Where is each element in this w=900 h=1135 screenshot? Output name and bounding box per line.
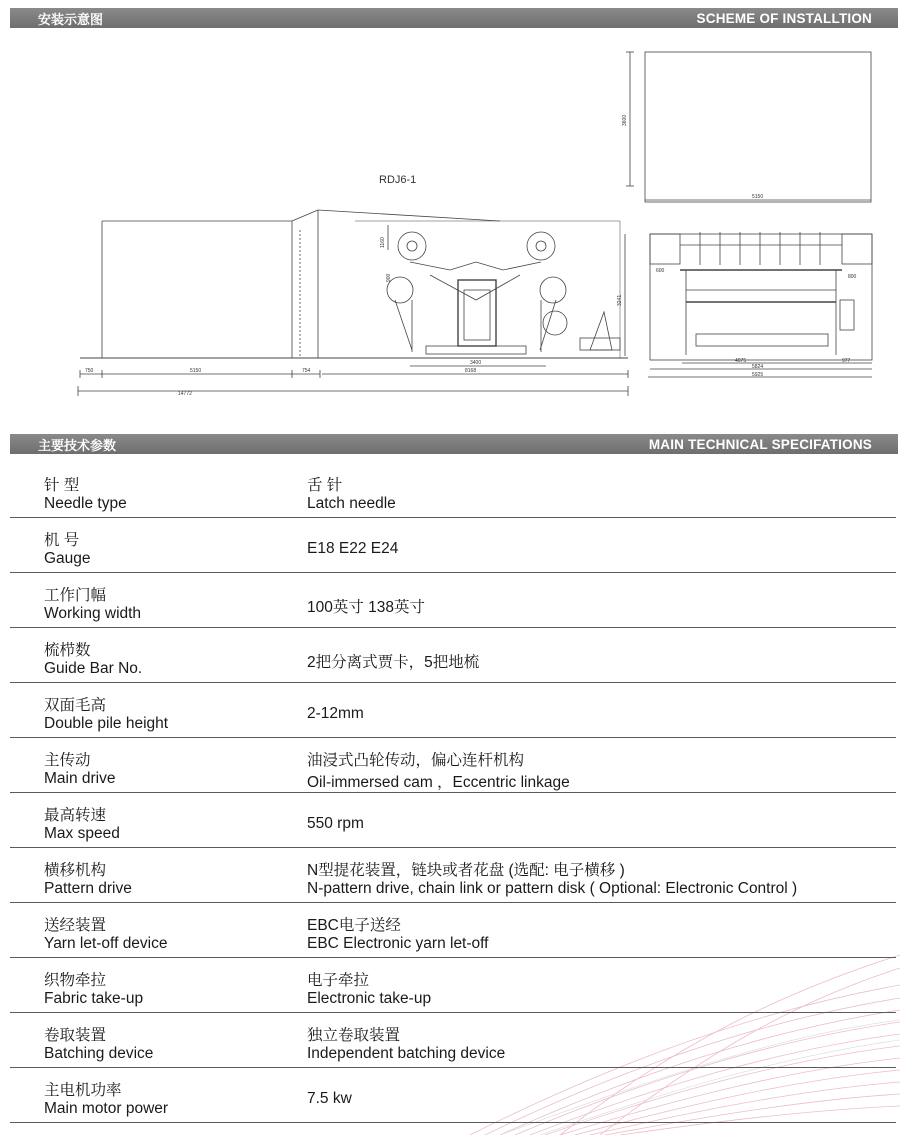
dim-rect-width: 5150	[752, 194, 764, 200]
spec-label-cn: 卷取装置	[44, 1027, 107, 1044]
spec-value-en: Electronic take-up	[307, 990, 432, 1007]
spec-row-main-drive	[10, 738, 896, 793]
spec-row-take-up	[10, 958, 896, 1013]
dim-side-5: 800	[848, 274, 857, 280]
section-title-en: SCHEME OF INSTALLTION	[696, 10, 872, 26]
section-title-en: MAIN TECHNICAL SPECIFATIONS	[648, 436, 872, 452]
spec-label-en: Main motor power	[44, 1100, 169, 1117]
dim-side-1: 4075	[735, 358, 747, 364]
spec-label-en: Batching device	[44, 1045, 154, 1062]
spec-label-cn: 横移机构	[44, 862, 107, 879]
spec-value: 7.5 kw	[307, 1090, 352, 1107]
spec-label-en: Max speed	[44, 825, 120, 842]
dim-side-3: 5925	[752, 372, 764, 378]
spec-label-en: Yarn let-off device	[44, 935, 168, 952]
dim-inner: 3400	[470, 360, 482, 366]
spec-label-cn: 机 号	[44, 532, 80, 549]
spec-value-cn: 独立卷取装置	[307, 1027, 401, 1044]
spec-value-en: EBC Electronic yarn let-off	[307, 935, 489, 952]
spec-row-let-off	[10, 903, 896, 958]
spec-label-en: Needle type	[44, 495, 127, 512]
spec-value: 2-12mm	[307, 705, 364, 722]
spec-label-cn: 主电机功率	[44, 1082, 122, 1099]
spec-label-cn: 最高转速	[44, 807, 107, 824]
spec-label-en: Guide Bar No.	[44, 660, 143, 677]
spec-label-en: Double pile height	[44, 715, 169, 732]
dim-mid: 8168	[465, 368, 477, 374]
dim-top: 1160	[380, 237, 386, 248]
spec-label-en: Main drive	[44, 770, 116, 787]
spec-row-motor-power	[10, 1068, 896, 1123]
spec-value: 2把分离式贾卡，5把地梳	[307, 654, 480, 671]
spec-row-guide-bar	[10, 628, 896, 683]
spec-label-cn: 送经装置	[44, 917, 107, 934]
spec-label-cn: 双面毛高	[44, 697, 107, 714]
floor-space-rect	[645, 52, 871, 202]
spec-value-cn: 油浸式凸轮传动，偏心连杆机构	[307, 752, 525, 769]
spec-value: E18 E22 E24	[307, 540, 399, 557]
spec-row-pattern-drive	[10, 848, 896, 903]
spec-value-en: Independent batching device	[307, 1045, 506, 1062]
dim-total-width: 14772	[178, 391, 192, 397]
section-header-installation	[10, 8, 898, 28]
dim-left-2: 5150	[190, 368, 202, 374]
spec-value-en: Latch needle	[307, 495, 396, 512]
section-header-specifications	[10, 434, 898, 454]
spec-label-cn: 工作门幅	[44, 587, 107, 604]
dim-side-small: 900	[386, 273, 392, 282]
spec-value-cn: 舌 针	[307, 477, 343, 494]
dim-side-4: 600	[656, 268, 665, 274]
spec-value: 100英寸 138英寸	[307, 599, 426, 616]
spec-label-en: Working width	[44, 605, 142, 622]
section-title-cn: 安装示意图	[38, 11, 104, 27]
dim-rect-height: 3600	[622, 114, 628, 126]
spec-label-en: Gauge	[44, 550, 91, 567]
spec-value-cn: N型提花装置，链块或者花盘 (选配: 电子横移 )	[307, 862, 625, 879]
spec-label-cn: 织物牵拉	[44, 972, 107, 989]
spec-row-pile-height	[10, 683, 896, 738]
machine-model-label: RDJ6-1	[379, 174, 417, 186]
spec-label-cn: 针 型	[44, 477, 80, 494]
spec-value-en: Oil-immersed cam ，Eccentric linkage	[307, 774, 570, 791]
installation-drawing-svg	[0, 28, 900, 428]
spec-value-cn: 电子牵拉	[307, 972, 370, 989]
dim-left-3: 754	[302, 368, 311, 374]
dim-height: 3241	[617, 294, 623, 306]
spec-label-cn: 主传动	[44, 752, 91, 769]
spec-label-en: Pattern drive	[44, 880, 132, 897]
side-view-frame	[650, 234, 872, 360]
spec-value-cn: EBC电子送经	[307, 917, 401, 934]
dim-side-6: 977	[842, 358, 851, 364]
section-title-cn: 主要技术参数	[38, 437, 117, 453]
installation-drawing	[0, 28, 900, 428]
specifications-table	[10, 463, 896, 1123]
spec-row-gauge	[10, 518, 896, 573]
dim-left-1: 750	[85, 368, 94, 374]
spec-row-needle-type	[10, 463, 896, 518]
spec-label-en: Fabric take-up	[44, 990, 144, 1007]
dim-side-2: 5824	[752, 364, 764, 370]
spec-row-batching	[10, 1013, 896, 1068]
spec-row-max-speed	[10, 793, 896, 848]
spec-row-working-width	[10, 573, 896, 628]
spec-value-en: N-pattern drive, chain link or pattern disk ( Optional: Electronic Control )	[307, 880, 798, 897]
spec-label-cn: 梳栉数	[44, 642, 91, 659]
spec-value: 550 rpm	[307, 815, 364, 832]
